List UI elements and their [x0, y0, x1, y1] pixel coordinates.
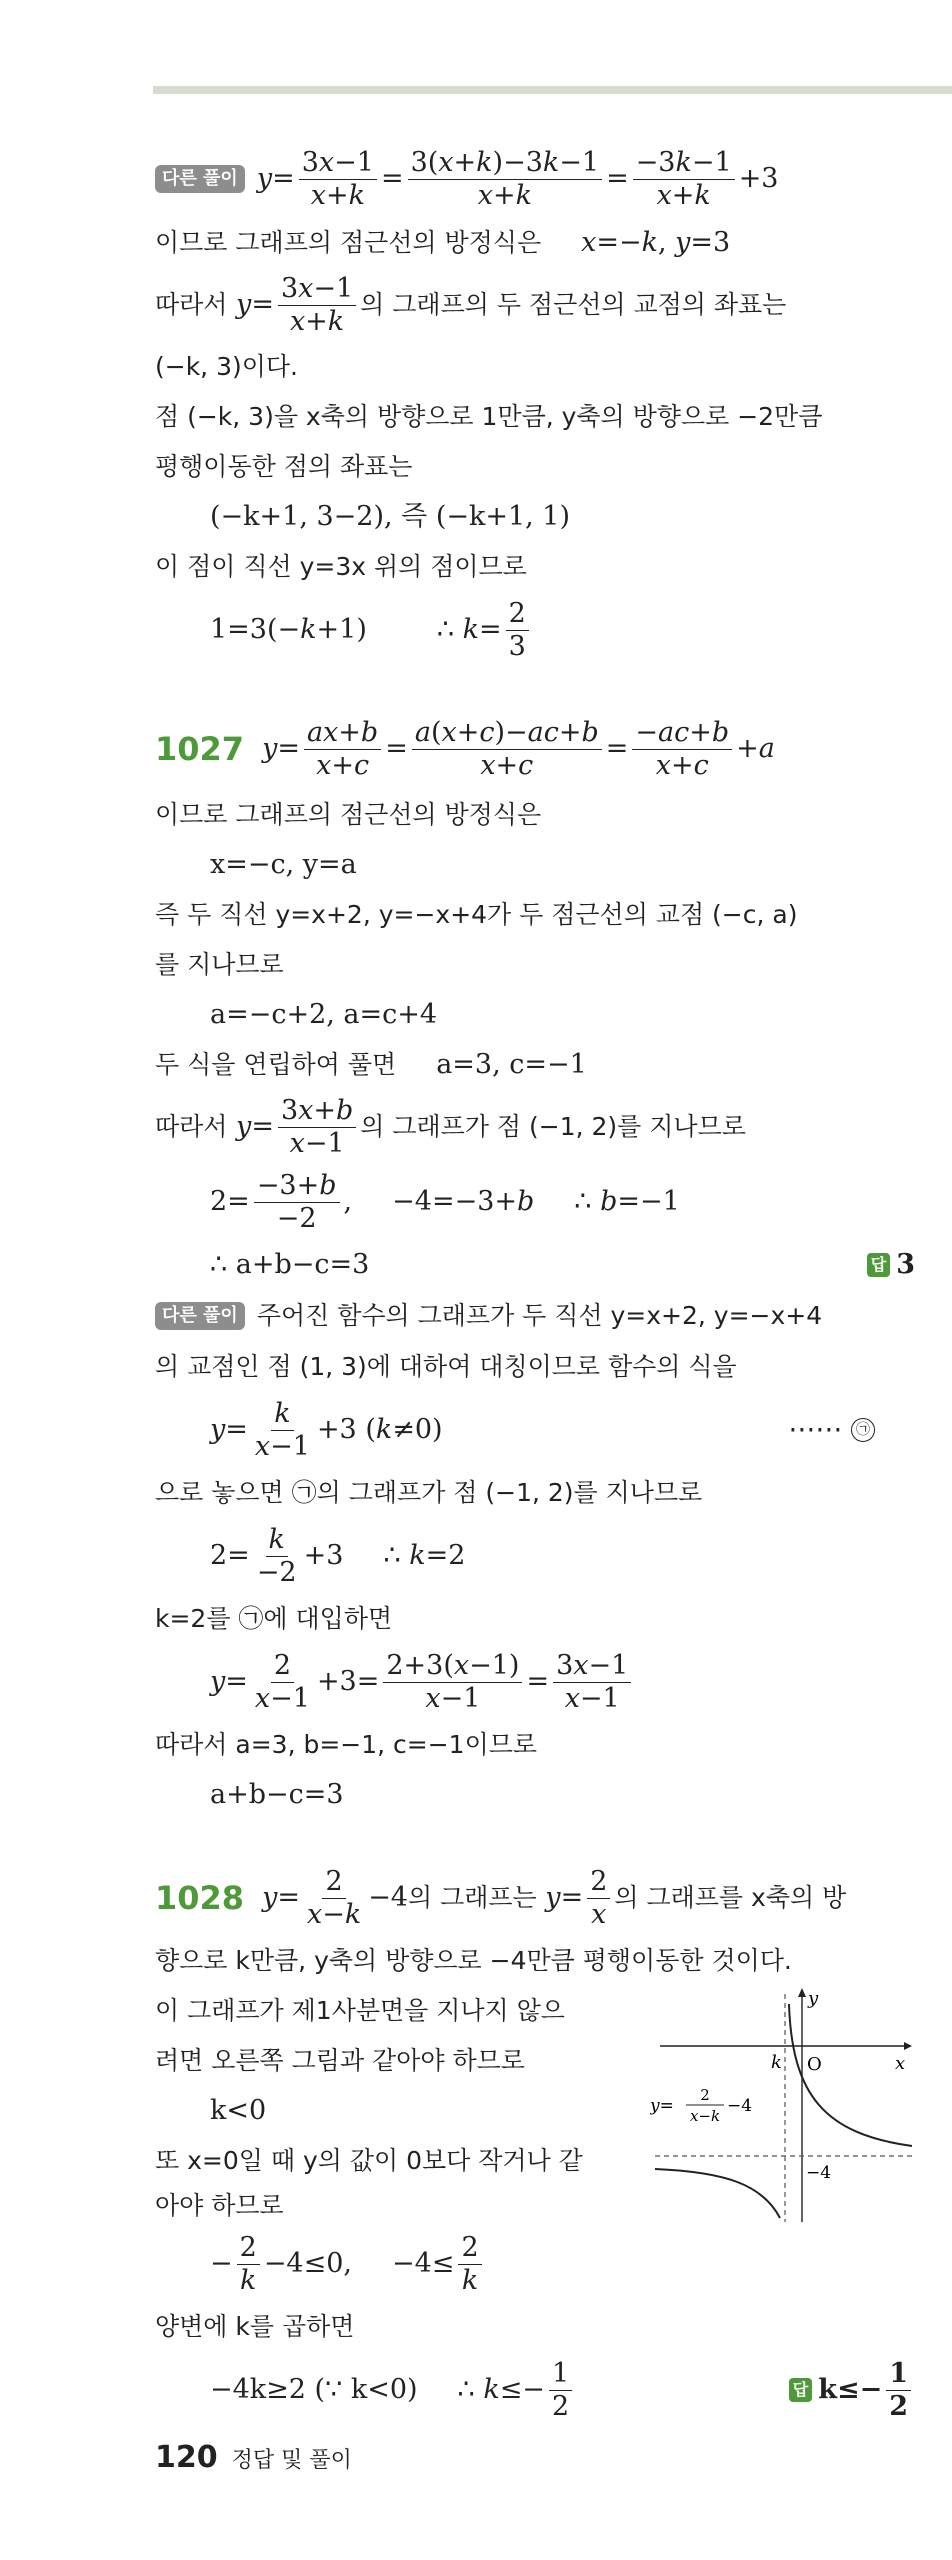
text-line: 점 (−k, 3)을 x축의 방향으로 1만큼, y축의 방향으로 −2만큼 [155, 402, 823, 431]
origin-label: O [807, 2054, 822, 2075]
page-number: 120 [155, 2440, 218, 2475]
text-line: 따라서 y= $\frac{3x+b}{x-1}$ 의 그래프가 점 (−1, 2)를 지나므로 [155, 1094, 746, 1159]
curve-right-branch [789, 2004, 912, 2146]
text-line: 따라서 y= $\frac{3x-1}{x+k}$ 의 그래프의 두 점근선의 교점의 좌표는 [155, 272, 787, 337]
hyperbola-graph [650, 1986, 915, 2226]
equation-label-denominator: x−k [689, 2107, 721, 2125]
alt-solution-1027: 다른 풀이 주어진 함수의 그래프가 두 직선 y=x+2, y=−x+4 [155, 1290, 915, 1342]
problem-1027-header: 1027 y= $\frac{ax+b}{x+c}$ = $\frac{a(x+c)-ac+b}{x+c}$ = $\frac{-ac+b}{x+c}$ +a [155, 716, 775, 781]
curve-left-branch [655, 2169, 780, 2218]
answer-badge: 답 [867, 1253, 890, 1276]
text-line: 으로 놓으면 ㉠의 그래프가 점 (−1, 2)를 지나므로 [155, 1478, 703, 1507]
math-line: 1=3(−k+1) ∴ k= $\frac{2}{3}$ [155, 592, 915, 668]
footer-title: 정답 및 풀이 [231, 2448, 352, 2473]
solution-content [155, 140, 915, 2428]
text-line: 이므로 그래프의 점근선의 방정식은 x=−k, y=3 [155, 226, 731, 258]
page-footer [155, 2440, 352, 2475]
y-axis-label: y [808, 1988, 819, 2009]
problem-number: 1028 [155, 1878, 245, 1917]
math-line: y= $\frac{k}{x-1}$ +3 (k≠0) ⋯⋯ ㉠ [155, 1392, 915, 1468]
math-line: 2= $\frac{-3+b}{-2}$ , −4=−3+b ∴ b=−1 [210, 1169, 680, 1234]
text-line: k=2를 ㉠에 대입하면 [155, 1604, 393, 1633]
equation-label-tail: −4 [727, 2096, 753, 2116]
text-line: 평행이동한 점의 좌표는 [155, 452, 413, 481]
math-line: 2= $\frac{k}{-2}$ +3 ∴ k=2 [210, 1523, 466, 1588]
text-line: (−k, 3)이다. [155, 352, 298, 381]
text-line: 를 지나므로 [155, 950, 284, 979]
text-line: 향으로 k만큼, y축의 방향으로 −4만큼 평행이동한 것이다. [155, 1946, 792, 1975]
result-line: −4k≥2 (∵ k<0) ∴ k≤− $\frac{1}{2}$ 답 k≤− $\frac{1}{2}$ [155, 2352, 915, 2428]
math-line: a=−c+2, a=c+4 [210, 998, 438, 1030]
text-line: 즉 두 직선 y=x+2, y=−x+4가 두 점근선의 교점 (−c, a) [155, 900, 798, 929]
text-line: 이 점이 직선 y=3x 위의 점이므로 [155, 552, 527, 581]
answer-1028: 답 k≤− $\frac{1}{2}$ [789, 2359, 915, 2421]
result-line: ∴ a+b−c=3 답 3 [210, 1248, 915, 1280]
text-line: 두 식을 연립하여 풀면 a=3, c=−1 [155, 1048, 587, 1080]
answer-badge: 답 [789, 2378, 812, 2401]
alt-solution-badge: 다른 풀이 [155, 165, 245, 193]
top-divider [153, 86, 952, 94]
k-label: k [771, 2052, 782, 2073]
text-line: 양변에 k를 곱하면 [155, 2312, 355, 2341]
equation-label-y: y= [650, 2096, 674, 2116]
math-line: y= $\frac{2}{x-1}$ +3= $\frac{2+3(x-1)}{x-1}$ = $\frac{3x-1}{x-1}$ [155, 1644, 915, 1720]
answer-1027: 답 3 [867, 1249, 915, 1281]
equation-label-numerator: 2 [700, 2086, 710, 2104]
x-axis-arrow [904, 2042, 912, 2050]
alt-solution-badge: 다른 풀이 [155, 1302, 245, 1330]
text-line: 이므로 그래프의 점근선의 방정식은 [155, 800, 542, 829]
math-line: k<0 [210, 2094, 267, 2126]
math-line: − $\frac{2}{k}$ −4≤0, −4≤ $\frac{2}{k}$ [155, 2226, 915, 2302]
text-line: 이 그래프가 제1사분면을 지나지 않으 [155, 1996, 565, 2025]
x-axis-label: x [895, 2053, 906, 2074]
problem-number: 1027 [155, 729, 245, 768]
text-line: 려면 오른쪽 그림과 같아야 하므로 [155, 2046, 525, 2075]
text-line: 의 교점인 점 (1, 3)에 대하여 대칭이므로 함수의 식을 [155, 1352, 737, 1381]
minus-four-label: −4 [806, 2163, 832, 2183]
equation-marker: ㉠ [851, 1418, 875, 1442]
y-axis-arrow [798, 1988, 806, 1997]
text-line: (−k+1, 3−2), 즉 (−k+1, 1) [210, 500, 571, 532]
problem-1028-header: 1028 y= $\frac{2}{x-k}$ −4 의 그래프는 y= $\frac{2}{x}$ 의 그래프를 x축의 방 [155, 1865, 847, 1930]
text-line: 또 x=0일 때 y의 값이 0보다 작거나 같 [155, 2146, 583, 2175]
math-line: x=−c, y=a [210, 848, 357, 880]
math-line: a+b−c=3 [210, 1778, 344, 1810]
text-with-figure [155, 1986, 915, 2226]
text-line: 따라서 a=3, b=−1, c=−1이므로 [155, 1730, 538, 1759]
text-line: 아야 하므로 [155, 2191, 284, 2220]
alt-solution-1026-equation: 다른 풀이 y= $\frac{3x-1}{x+k}$ = $\frac{3(x+k)-3k-1}{x+k}$ = $\frac{-3k-1}{x+k}$ +3 [155, 140, 915, 218]
